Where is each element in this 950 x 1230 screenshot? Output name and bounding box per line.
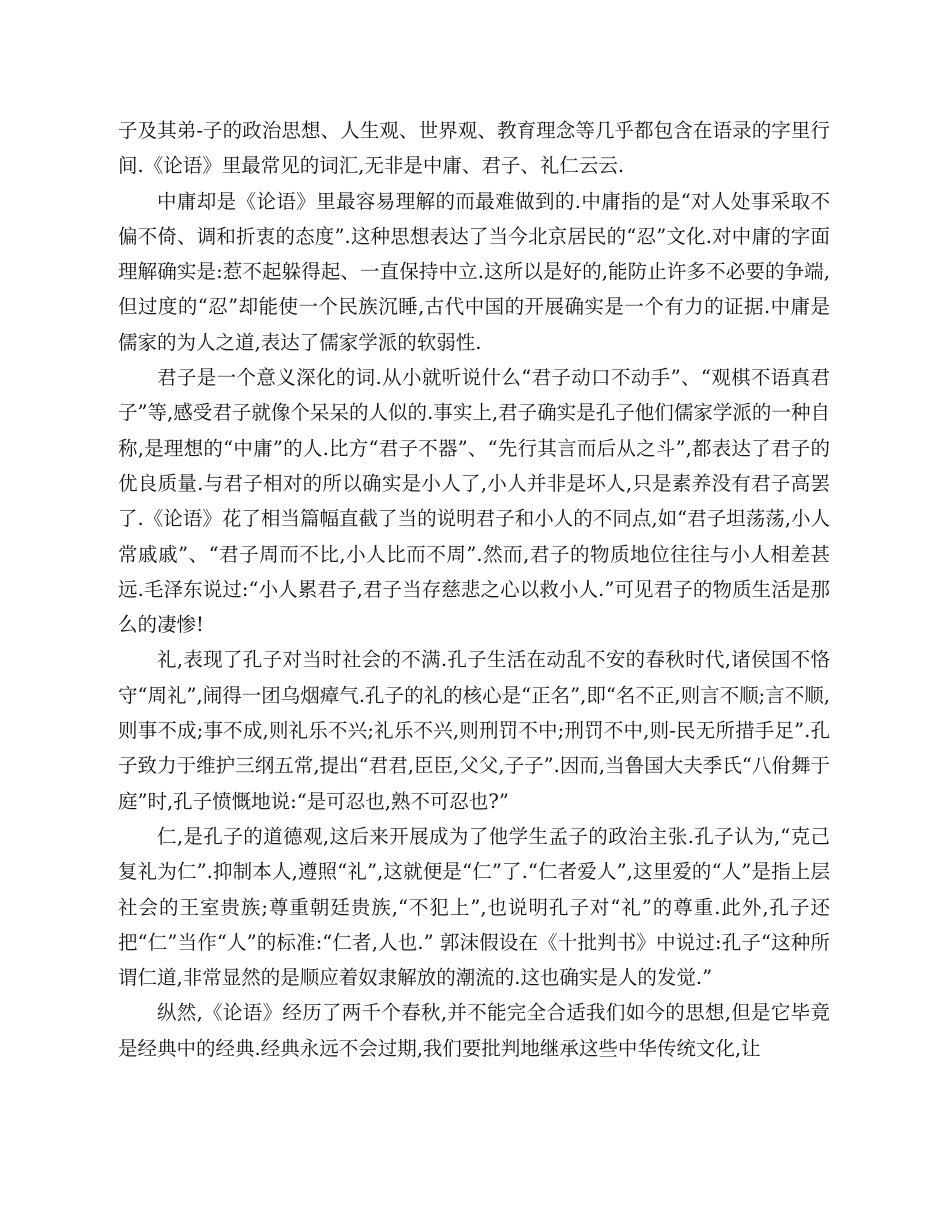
paragraph-conclusion: 纵然,《论语》经历了两千个春秋,并不能完全合适我们如今的思想,但是它毕竟是经典中的经典.经典永远不会过期,我们要批判地继承这些中华传统文化,让 bbox=[118, 1001, 830, 1060]
paragraph-junzi: 君子是一个意义深化的词.从小就听说什么“君子动口不动手”、“观棋不语真君子”等,感受君子就像个呆呆的人似的.事实上,君子确实是孔子他们儒家学派的一种自称,是理想的“中庸”的人.比方“君子不器”、“先行其言而后从之斗”,都表达了君子的优良质量.与君子相对的所以确实是小人了,小人并非是坏人,只是素养没有君子高罢了.《论语》花了相当篇幅直截了当的说明君子和小人的不同点,如“君子坦荡荡,小人常戚戚”、“君子周而不比,小人比而不周”.然而,君子的物质地位往往与小人相差甚远.毛泽东说过:“小人累君子,君子当存慈悲之心以救小人.”可见君子的物质生活是那么的凄惨! bbox=[118, 366, 830, 637]
paragraph-ren: 仁,是孔子的道德观,这后来开展成为了他学生孟子的政治主张.孔子认为,“克己复礼为仁”.抑制本人,遵照“礼”,这就便是“仁”了.“仁者爱人”,这里爱的“人”是指上层社会的王室贵族;尊重朝廷贵族,“不犯上”,也说明孔子对“礼”的尊重.此外,孔子还把“仁”当作“人”的标准:“仁者,人也.” 郭沫假设在《十批判书》中说过:孔子“这种所谓仁道,非常显然的是顺应着奴隶解放的潮流的.这也确实是人的发觉.” bbox=[118, 824, 830, 990]
paragraph-li: 礼,表现了孔子对当时社会的不满.孔子生活在动乱不安的春秋时代,诸侯国不恪守“周礼”,闹得一团乌烟瘴气.孔子的礼的核心是“正名”,即“名不正,则言不顺;言不顺,则事不成;事不成,则礼乐不兴;礼乐不兴,则刑罚不中;刑罚不中,则-民无所措手足”.孔子致力于维护三纲五常,提出“君君,臣臣,父父,子子”.因而,当鲁国大夫季氏“八佾舞于庭”时,孔子愤慨地说:“是可忍也,熟不可忍也?” bbox=[118, 648, 830, 813]
body-text bbox=[118, 113, 830, 1066]
paragraph-continuation: 子及其弟-子的政治思想、人生观、世界观、教育理念等几乎都包含在语录的字里行间.《论语》里最常见的词汇,无非是中庸、君子、礼仁云云. bbox=[118, 119, 830, 178]
paragraph-zhongyong: 中庸却是《论语》里最容易理解的而最难做到的.中庸指的是“对人处事采取不偏不倚、调和折衷的态度”.这种思想表达了当今北京居民的“忍”文化.对中庸的字面理解确实是:惹不起躲得起、一直保持中立.这所以是好的,能防止许多不必要的争端,但过度的“忍”却能使一个民族沉睡,古代中国的开展确实是一个有力的证据.中庸是儒家的为人之道,表达了儒家学派的软弱性. bbox=[118, 189, 830, 354]
